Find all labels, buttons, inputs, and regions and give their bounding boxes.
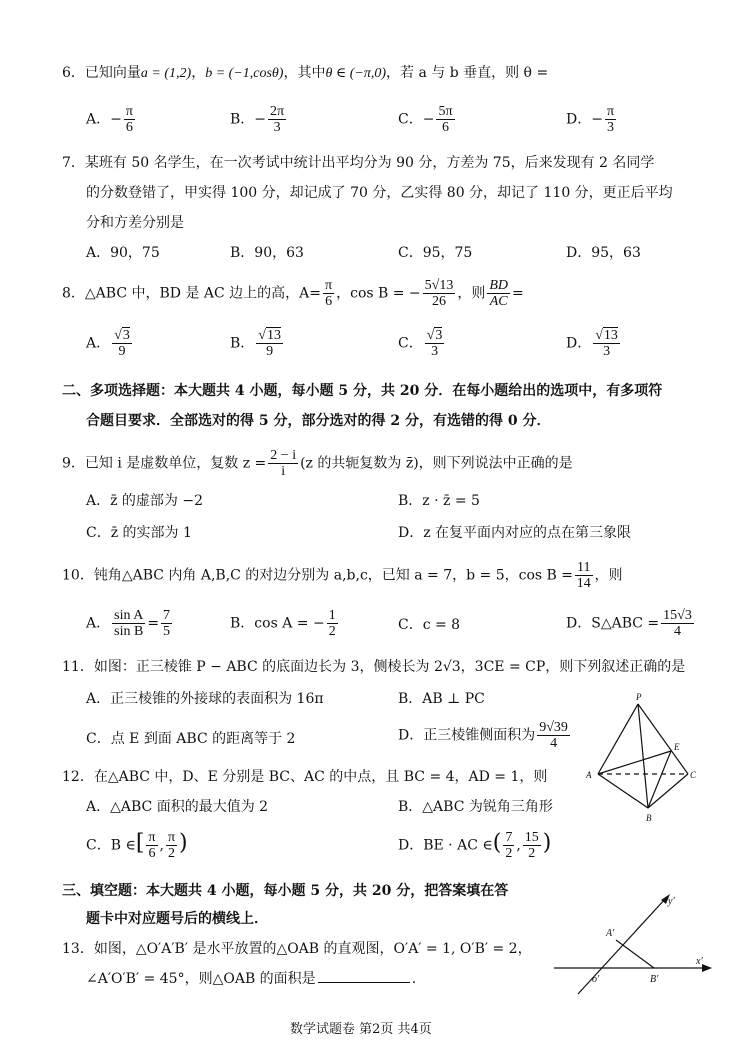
q6-stem: 6．已知向量a = (1,2)，b = (−1,cosθ)，其中θ ∈ (−π,0)，若 a 与 b 垂直，则 θ =	[62, 65, 549, 81]
q6-option-c: C．− $\frac{5\pi}{6}$	[398, 104, 453, 135]
label-b: B′	[650, 974, 659, 985]
label-o: o′	[592, 974, 600, 985]
q7-option-a: A．90，75	[86, 245, 160, 261]
q6-option-b: B．− $\frac{2\pi}{3}$	[230, 104, 285, 135]
page-footer: 数学试题卷 第2页 共4页	[290, 1022, 432, 1037]
q9-option-d: D．z 在复平面内对应的点在第三象限	[398, 525, 632, 541]
edge-bc	[648, 774, 688, 808]
label-c: C	[690, 770, 697, 780]
q9-option-b: B．z · z̄ = 5	[398, 493, 480, 509]
label-p: P	[636, 692, 642, 702]
label-e: E	[674, 742, 680, 752]
edge-pc	[638, 704, 688, 774]
x-arrow-icon	[702, 964, 712, 972]
q7-option-d: D．95，63	[566, 245, 641, 261]
segment-be	[648, 751, 671, 808]
q7-option-c: C．95，75	[398, 245, 473, 261]
oblique-figure	[546, 890, 716, 1000]
label-x: x′	[696, 956, 703, 967]
q13-line-1: 13．如图，△O′A′B′ 是水平放置的△OAB 的直观图，O′A′ = 1, O′B′ = 2，	[62, 941, 532, 957]
q12-option-c: C．B ∈[ $\frac{\pi}{6}$ , $\frac{\pi}{2}$ )	[86, 830, 188, 861]
pyramid-figure	[584, 690, 702, 826]
q10-option-c: C．c = 8	[398, 617, 461, 633]
q11-option-d: D．正三棱锥侧面积为 $\frac{9√39}{4}$	[398, 720, 568, 751]
section-3-heading-line-1: 三、填空题：本大题共 4 小题，每小题 5 分，共 20 分，把答案填在答	[62, 883, 509, 899]
q7-option-b: B．90，63	[230, 245, 304, 261]
q8-option-b: B． $\frac{√13}{9}$	[230, 328, 281, 359]
label-y: y′	[668, 896, 675, 907]
q8-stem: 8．△ABC 中，BD 是 AC 边上的高，A= $\frac{\pi}{6}$ ，cos B = − $\frac{5√13}{26}$ ，则 $\frac{BD}{AC}$ =	[62, 278, 524, 309]
q7-line-3: 分和方差分别是	[86, 215, 184, 231]
section-3-heading-line-2: 题卡中对应题号后的横线上．	[86, 911, 268, 927]
q13-line-2: ∠A′O′B′ = 45°，则△OAB 的面积是 .	[86, 971, 417, 987]
q8-option-a: A． $\frac{√3}{9}$	[86, 328, 130, 359]
edge-pb	[638, 704, 648, 808]
q8-option-d: D． $\frac{√13}{3}$	[566, 328, 618, 359]
q10-option-b: B．cos A = − $\frac{1}{2}$	[230, 608, 336, 639]
q11-option-c: C．点 E 到面 ABC 的距离等于 2	[86, 731, 296, 747]
q10-option-a: A． $\frac{\text{sin A}}{\text{sin B}}$ = $\frac{7}{5}$	[86, 608, 171, 639]
q6-option-d: D．− $\frac{\pi}{3}$	[566, 104, 615, 135]
section-2-heading-line-1: 二、多项选择题：本大题共 4 小题，每小题 5 分，共 20 分．在每小题给出的选项中，有多项符	[62, 383, 663, 399]
q7-line-1: 7．某班有 50 名学生，在一次考试中统计出平均分为 90 分，方差为 75，后来发现有 2 名同学	[62, 155, 655, 171]
q9-option-c: C．z̄ 的实部为 1	[86, 525, 192, 541]
q12-option-d: D．BE · AC ∈( $\frac{7}{2}$ , $\frac{15}{2}$ )	[398, 830, 552, 861]
label-b: B	[646, 813, 652, 823]
q11-stem: 11．如图：正三棱锥 P − ABC 的底面边长为 3，侧棱长为 2√3，3CE = CP，则下列叙述正确的是	[62, 659, 686, 675]
q12-stem: 12．在△ABC 中，D、E 分别是 BC、AC 的中点，且 BC = 4，AD = 1，则	[62, 769, 548, 785]
q7-line-2: 的分数登错了，甲实得 100 分，却记成了 70 分，乙实得 80 分，却记了 110 分，更正后平均	[86, 185, 673, 201]
q10-stem: 10．钝角△ABC 内角 A,B,C 的对边分别为 a,b,c，已知 a = 7，b = 5，cos B = $\frac{11}{14}$ ，则	[62, 560, 623, 591]
section-2-heading-line-2: 合题目要求．全部选对的得 5 分，部分选对的得 2 分，有选错的得 0 分．	[86, 413, 551, 429]
label-a: A′	[606, 928, 615, 939]
q8-option-c: C． $\frac{√3}{3}$	[398, 328, 443, 359]
q12-option-a: A．△ABC 面积的最大值为 2	[86, 799, 269, 815]
q12-option-b: B．△ABC 为锐角三角形	[398, 799, 553, 815]
q11-option-b: B．AB ⊥ PC	[398, 691, 485, 707]
edge-ab	[598, 774, 648, 808]
segment-ab	[616, 940, 654, 968]
q9-stem: 9．已知 i 是虚数单位，复数 z = $\frac{2 - i}{i}$ (z 的共轭复数为 z̄)，则下列说法中正确的是	[62, 448, 573, 479]
q10-option-d: D．S△ABC = $\frac{15√3}{4}$	[566, 608, 692, 639]
q9-option-a: A．z̄ 的虚部为 −2	[86, 493, 204, 509]
q6-option-a: A．− $\frac{\pi}{6}$	[86, 104, 133, 135]
q11-option-a: A．正三棱锥的外接球的表面积为 16π	[86, 691, 324, 707]
label-a: A	[586, 770, 592, 780]
answer-blank[interactable]	[318, 982, 410, 983]
